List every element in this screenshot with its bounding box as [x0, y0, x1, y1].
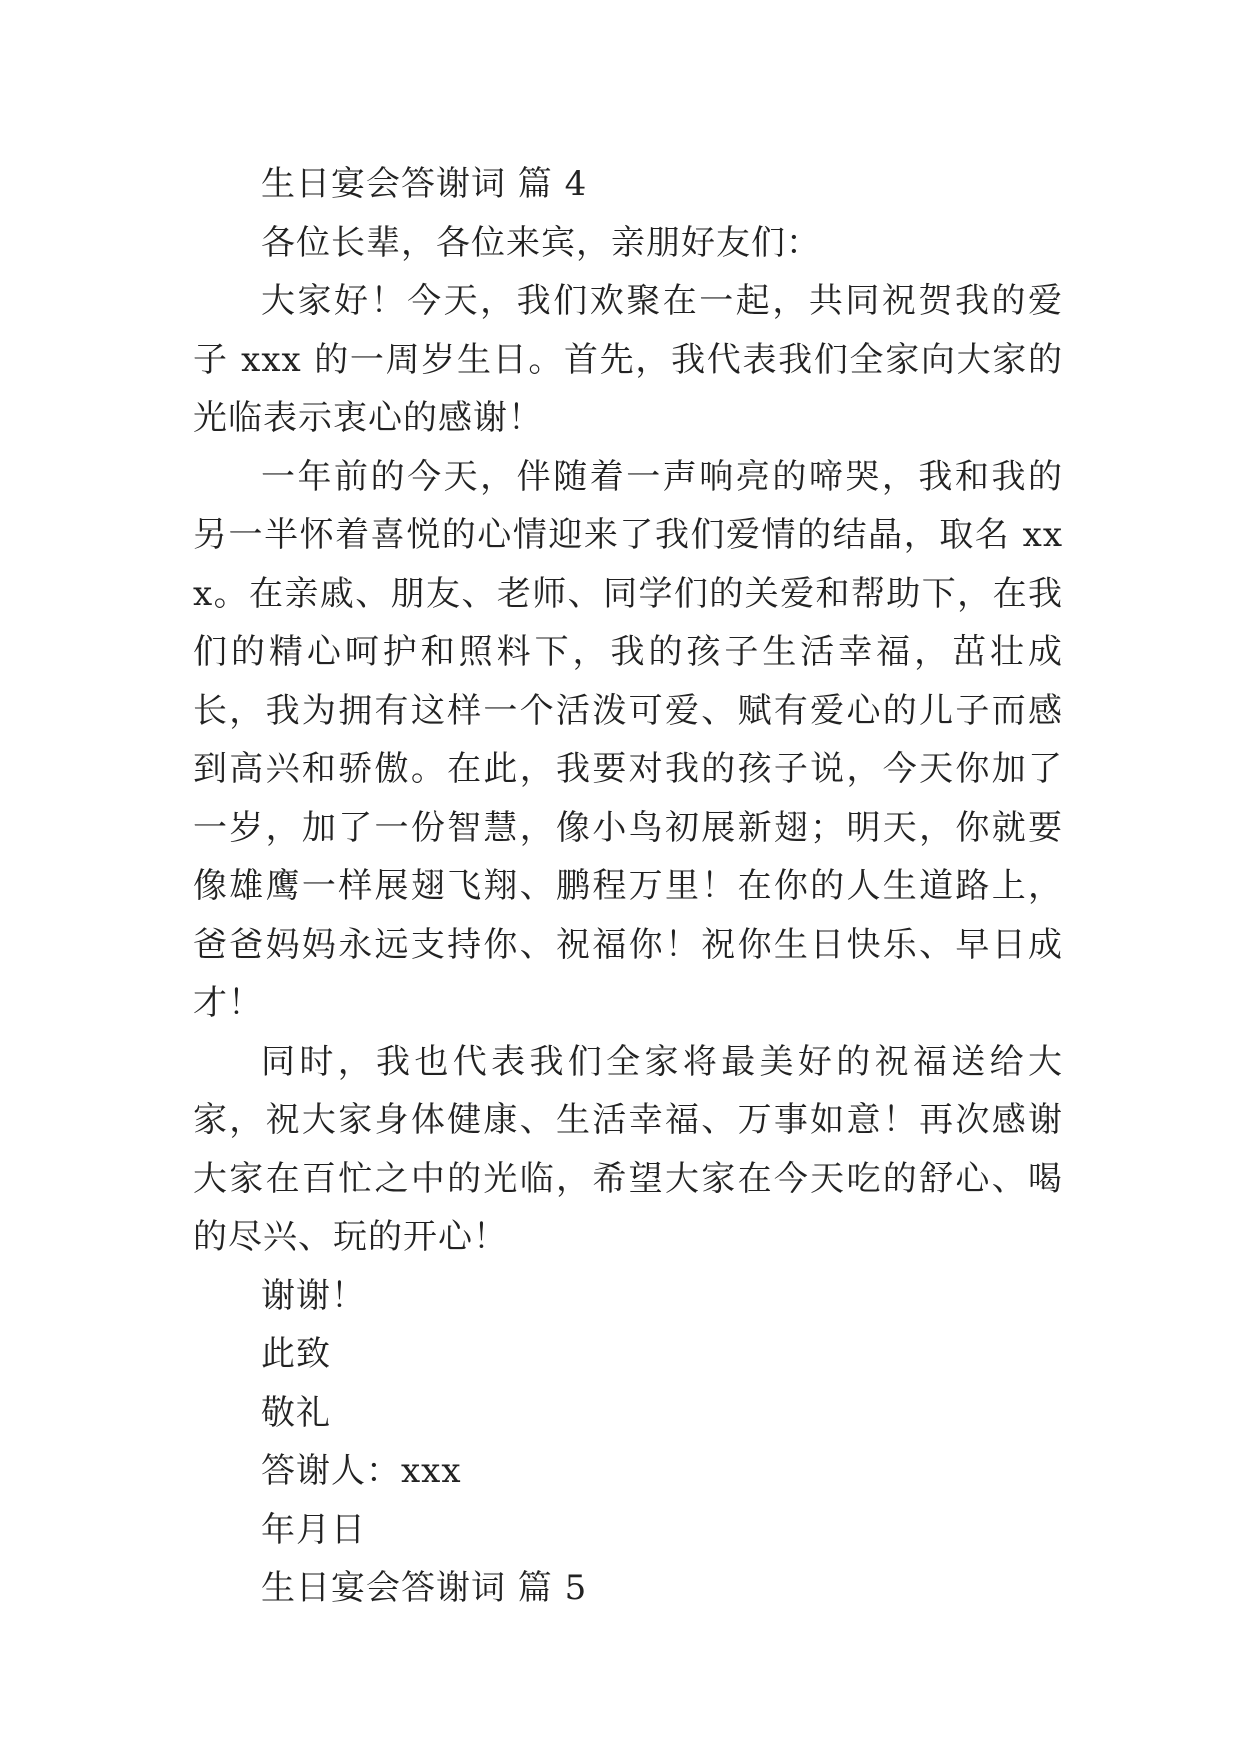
section-heading-5: 生日宴会答谢词 篇 5 — [261, 1568, 588, 1608]
thanks-line: 谢谢！ — [261, 1275, 366, 1316]
document-page — [193, 155, 1063, 1618]
date-line: 年月日 — [261, 1509, 366, 1550]
paragraph-opening: 大家好！今天，我们欢聚在一起，共同祝贺我的爱子 xxx 的一周岁生日。首先，我代表我们全家向大家的光临表示衷心的感谢！ — [193, 281, 1063, 438]
paragraph-story: 一年前的今天，伴随着一声响亮的啼哭，我和我的另一半怀着喜悦的心情迎来了我们爱情的结晶，取名 xxx。在亲戚、朋友、老师、同学们的关爱和帮助下，在我们的精心呵护和照料下，我的孩子生活幸福，茁壮成长，我为拥有这样一个活泼可爱、赋有爱心的儿子而感到高兴和骄傲。在此，我要对我的孩子说，今天你加了一岁，加了一份智慧，像小鸟初展新翅；明天，你就要像雄鹰一样展翅飞翔、鹏程万里！在你的人生道路上，爸爸妈妈永远支持你、祝福你！祝你生日快乐、早日成才！ — [193, 456, 1063, 1023]
signatory-line: 答谢人：xxx — [261, 1451, 462, 1491]
paragraph-blessing: 同时，我也代表我们全家将最美好的祝福送给大家，祝大家身体健康、生活幸福、万事如意！再次感谢大家在百忙之中的光临，希望大家在今天吃的舒心、喝的尽兴、玩的开心！ — [193, 1041, 1063, 1257]
closing-line-2: 敬礼 — [261, 1392, 331, 1433]
salutation: 各位长辈，各位来宾，亲朋好友们： — [261, 222, 821, 263]
section-heading-4: 生日宴会答谢词 篇 4 — [261, 164, 588, 204]
closing-line-1: 此致 — [261, 1334, 331, 1374]
